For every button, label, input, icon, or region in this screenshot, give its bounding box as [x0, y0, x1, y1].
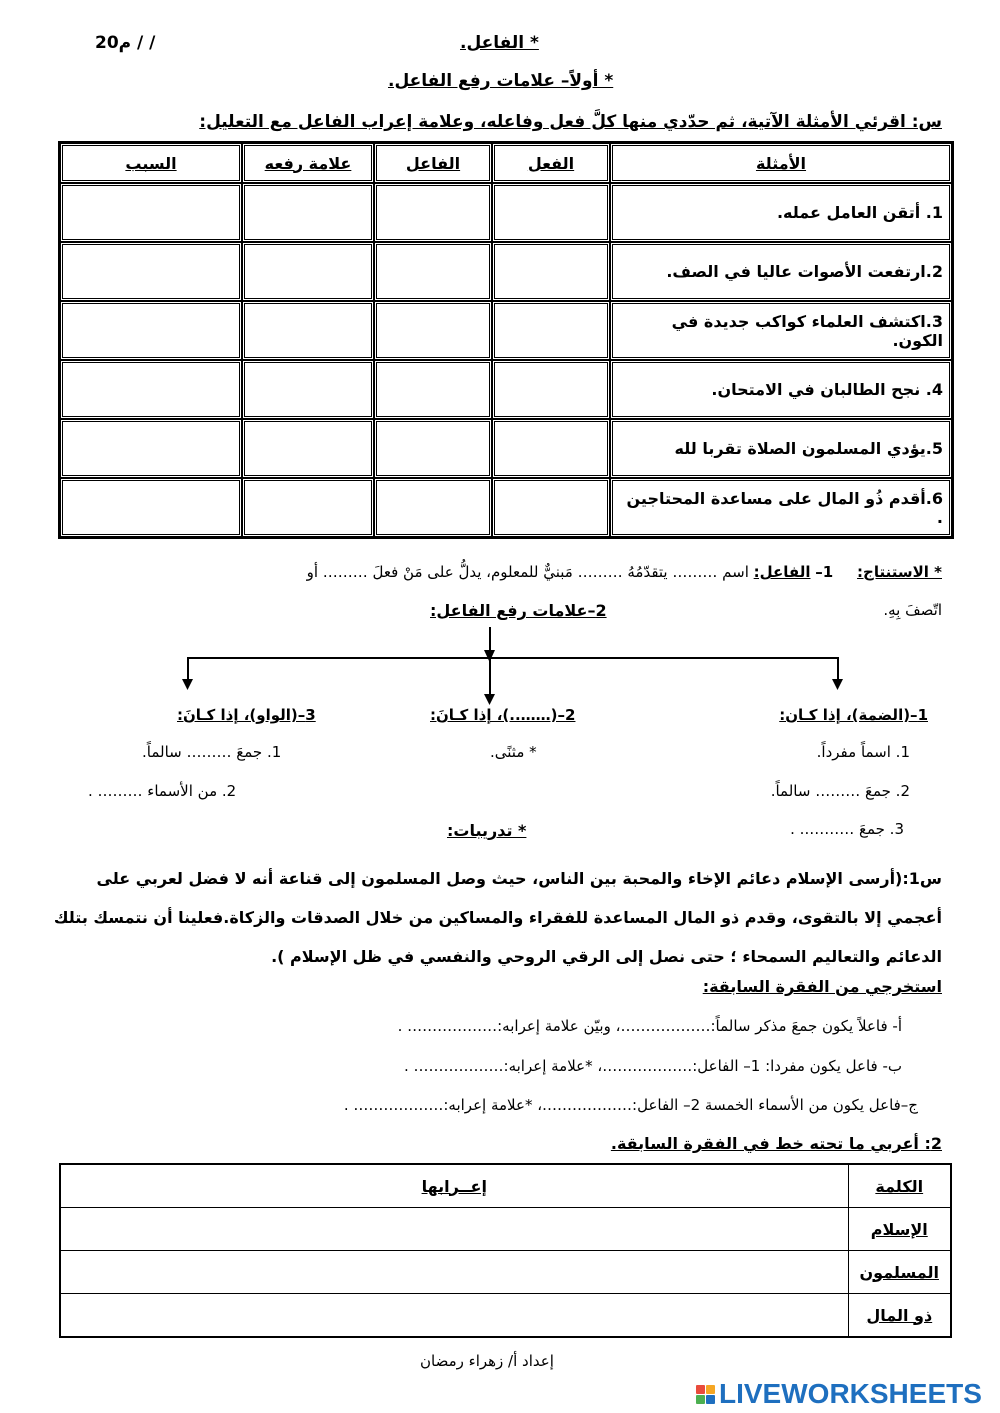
author-credit: إعداد أ/ زهراء رمضان	[420, 1352, 554, 1370]
arrow-down-icon	[832, 679, 843, 690]
parsing-input-cell[interactable]	[60, 1294, 848, 1338]
header-examples: الأمثلة	[610, 143, 952, 183]
header-reason: السبب	[60, 143, 242, 183]
dhamma-item-3: 3. جمعَ ……….. .	[790, 820, 904, 838]
header-mark: علامة رفعه	[242, 143, 374, 183]
extract-a[interactable]: أ- فاعلاً يكون جمعَ مذكر سالماً:………………، وبيّن علامة إعرابه:……………… .	[397, 1017, 902, 1035]
branch-middle-title: 2–(……..)، إذا كـانَ:	[430, 706, 576, 724]
conclusion-label: * الاستنتاج:	[857, 563, 942, 581]
example-cell: 6.أقدم ذُو المال على مساعدة المحتاجين .	[610, 478, 952, 537]
waw-item-2: 2. من الأسماء ……… .	[88, 782, 237, 800]
header-subject: الفاعل	[374, 143, 492, 183]
arrow-down-icon	[182, 679, 193, 690]
dhamma-item-2: 2. جمعَ ……… سالماً.	[770, 782, 910, 800]
paragraph-line-3: الدعائم والتعاليم السمحاء ؛ حتى نصل إلى الرقي الروحي والنفسي في ظل الإسلام ).	[271, 947, 942, 966]
example-cell: 4. نجح الطالبان في الامتحان.	[610, 360, 952, 419]
word-cell: الإسلام	[848, 1208, 951, 1251]
liveworksheets-logo[interactable]	[696, 1378, 982, 1410]
word-cell: ذو المال	[848, 1294, 951, 1338]
section-title: * أولاً– علامات رفع الفاعل.	[388, 71, 614, 91]
header-verb: الفعل	[492, 143, 610, 183]
definition-text: اسم ……… يتقدّمُهُ ……… مَبنيٌّ للمعلوم، يدلُّ على مَنْ فعلَ ……… أو	[306, 563, 749, 581]
arrow-down-icon	[484, 694, 495, 705]
s1-prefix: س1:	[902, 869, 942, 888]
exercise-paragraph	[53, 859, 942, 976]
example-cell: 2.ارتفعت الأصوات عاليا في الصف.	[610, 242, 952, 301]
middle-item-1: * مثنًى.	[490, 743, 537, 761]
extract-c[interactable]: ج–فاعل يكون من الأسماء الخمسة 2– الفاعل:………………، *علامة إعرابه:……………… .	[343, 1096, 918, 1114]
header-parsing: إعــرابها	[60, 1164, 848, 1208]
exercises-title: * تدريبات:	[447, 821, 527, 840]
example-cell: 1. أتقن العامل عمله.	[610, 183, 952, 242]
example-cell: 3.اكتشف العلماء كواكب جديدة في الكون.	[610, 301, 952, 360]
logo-text: LIVEWORKSHEETS	[719, 1378, 982, 1409]
dhamma-item-1: 1. اسماً مفرداً.	[816, 743, 910, 761]
logo-squares-icon	[696, 1385, 715, 1404]
extract-b[interactable]: ب- فاعل يكون مفردا: 1– الفاعل:………………، *علامة إعرابه:……………… .	[404, 1057, 902, 1075]
extract-title: استخرجي من الفقرة السابقة:	[702, 977, 942, 996]
question-1: س: اقرئي الأمثلة الآتية، ثم حدّدي منها كلَّ فعل وفاعله، وعلامة إعراب الفاعل مع التعليل:	[199, 112, 942, 132]
header-word: الكلمة	[848, 1164, 951, 1208]
paragraph-line-1: (أرسى الإسلام دعائم الإخاء والمحبة بين الناس، حيث وصل المسلمون إلى قناعة أنه لا فضل لعربي على	[96, 869, 903, 888]
waw-item-1: 1. جمعَ ……… سالماً.	[142, 743, 282, 761]
question-2: 2: أعربي ما تحته خط في الفقرة السابقة.	[610, 1134, 942, 1153]
branch-dhamma-title: 1–(الضمة)، إذا كـان:	[779, 706, 928, 724]
marks-title: 2–علامات رفع الفاعل:	[430, 601, 607, 620]
parsing-input-cell[interactable]	[60, 1208, 848, 1251]
page-title: * الفاعل.	[460, 33, 539, 53]
word-cell: المسلمون	[848, 1251, 951, 1294]
conclusion-number: 1–	[815, 563, 834, 581]
example-cell: 5.يؤدي المسلمون الصلاة تقربا لله	[610, 419, 952, 478]
arrow-down-icon	[484, 650, 495, 662]
parsing-input-cell[interactable]	[60, 1251, 848, 1294]
subject-term: الفاعل:	[753, 563, 811, 581]
branch-waw-title: 3–(الواو)، إذا كـانَ:	[177, 706, 316, 724]
table-row	[60, 1294, 951, 1338]
parsing-table	[59, 1163, 952, 1338]
date-line: 20م / /	[95, 33, 156, 53]
paragraph-line-2: أعجمي إلا بالتقوى، وقدم ذو المال المساعدة للفقراء والمساكين من خلال الصدقات والزكاة.فعلينا أن نتمسك بتلك	[53, 908, 942, 927]
table-row	[60, 1251, 951, 1294]
definition-end: اتّصفَ بِهِ.	[883, 601, 942, 619]
table-header-row	[60, 1164, 951, 1208]
table-row	[60, 1208, 951, 1251]
